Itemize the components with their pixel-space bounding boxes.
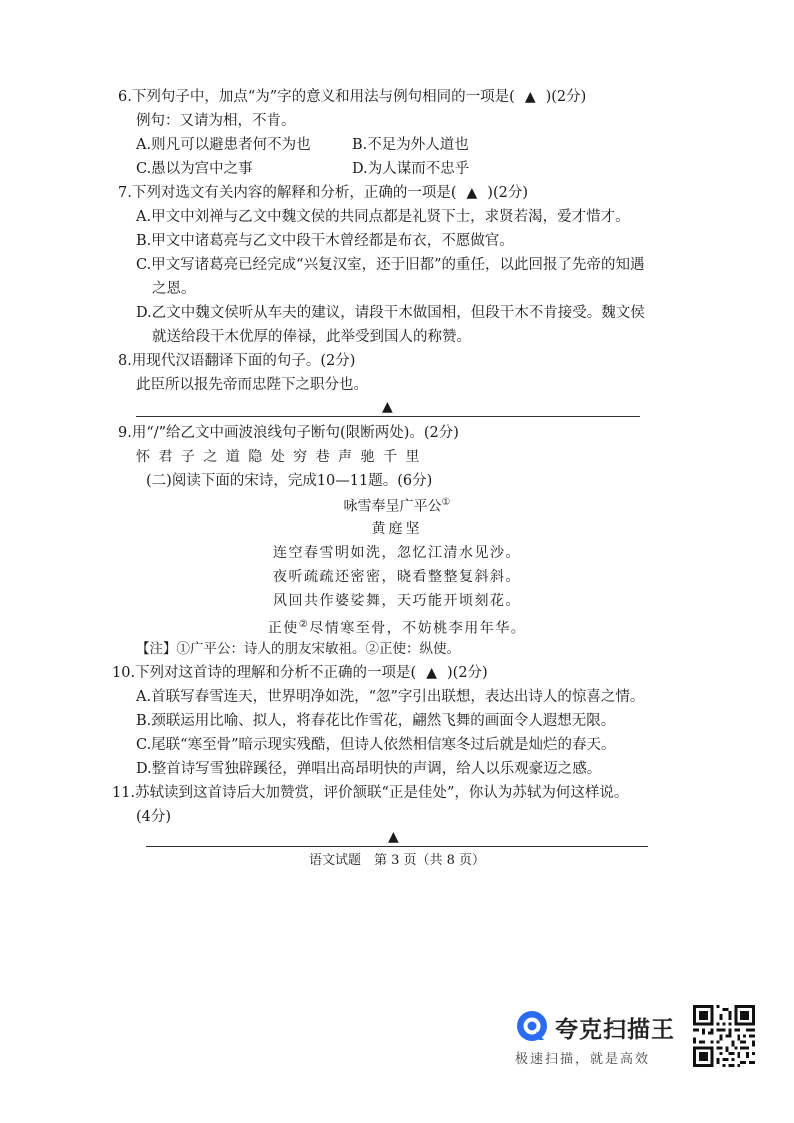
section2-heading: (二)阅读下面的宋诗，完成10—11题。(6分): [146, 473, 433, 489]
poem-title-note: ①: [441, 497, 451, 508]
page-footer: 语文试题 第 3 页（共 8 页）: [308, 853, 486, 868]
watermark-subtitle: 极速扫描，就是高效: [515, 1052, 651, 1067]
poem-line-3: 风回共作婆娑舞，天巧能开顷刻花。: [273, 593, 521, 609]
poem-title-text: 咏雪奉呈广平公: [343, 498, 442, 515]
q8-stem: 8.用现代汉语翻译下面的句子。(2分): [118, 353, 356, 369]
q7-option-b: B.甲文中诸葛亮与乙文中段干木曾经都是布衣，不愿做官。: [136, 233, 514, 249]
poem-annotation: 【注】①广平公：诗人的朋友宋敏祖。②正使：纵使。: [136, 641, 460, 657]
q11-answer-mark: ▲: [388, 829, 399, 845]
q9-sentence: 怀 君 子 之 道 隐 处 穷 巷 声 驰 千 里: [136, 449, 422, 465]
poem-line-2: 夜听疏疏还密密，晓看整整复斜斜。: [273, 569, 521, 585]
q10-option-b: B.颈联运用比喻、拟人，将春花比作雪花，翩然飞舞的画面令人遐想无限。: [136, 713, 616, 729]
q8-answer-line: [136, 416, 640, 417]
q6-example: 例句：又请为相，不肯。: [136, 113, 296, 129]
q6-option-b: B.不足为外人道也: [352, 137, 469, 153]
poem-author: 黄庭坚: [371, 521, 423, 537]
q7-option-d-line2: 就送给段干木优厚的俸禄，此举受到国人的称赞。: [152, 329, 471, 345]
q6-option-c: C.愚以为宫中之事: [136, 161, 253, 177]
q10-option-c: C.尾联“寒至骨”暗示现实残酷，但诗人依然相信寒冬过后就是灿烂的春天。: [136, 737, 616, 753]
poem-line-4-a: 正使: [267, 620, 299, 637]
poem-title: [0, 494, 794, 516]
q10-answer-blank: ▲: [426, 665, 437, 681]
q8-sentence: 此臣所以报先帝而忠陛下之职分也。: [136, 377, 368, 393]
q6-option-a: A.则凡可以避患者何不为也: [136, 137, 311, 153]
q6-option-d: D.为人谋而不忠乎: [352, 161, 470, 177]
poem-line-4-b: 尽情寒至骨，不妨桃李用年华。: [309, 620, 527, 637]
poem-line-1: 连空春雪明如洗，忽忆江清水见沙。: [273, 545, 521, 561]
q7-option-a: A.甲文中刘禅与乙文中魏文侯的共同点都是礼贤下士，求贤若渴，爱才惜才。: [136, 209, 630, 225]
q8-answer-mark: ▲: [382, 399, 393, 415]
qr-code-icon: [693, 1005, 755, 1067]
q7-option-d-line1: D.乙文中魏文侯听从车夫的建议，请段干木做国相，但段干木不肯接受。魏文侯: [136, 305, 645, 321]
q6-stem: [118, 88, 586, 106]
q11-stem: 11.苏轼读到这首诗后大加赞赏，评价颔联“正是佳处”，你认为苏轼为何这样说。: [112, 785, 629, 801]
poem-line-4: [0, 616, 794, 638]
q10-option-d: D.整首诗写雪独辟蹊径，弹唱出高昂明快的声调，给人以乐观豪迈之感。: [136, 761, 602, 777]
q9-stem: 9.用“/”给乙文中画波浪线句子断句(限断两处)。(2分): [118, 425, 459, 441]
q11-answer-line: [146, 846, 648, 847]
poem-line-4-note: ②: [298, 619, 310, 630]
q7-stem-text: 7.下列对选文有关内容的解释和分析，正确的一项是(: [118, 185, 457, 201]
q7-answer-blank: ▲: [466, 185, 478, 201]
q11-score: (4分): [136, 809, 172, 825]
q7-option-c-line2: 之恩。: [152, 281, 196, 297]
q7-option-c-line1: C.甲文写诸葛亮已经完成“兴复汉室，还于旧都”的重任，以此回报了先帝的知遇: [136, 257, 645, 273]
q10-score: )(2分): [447, 665, 488, 681]
q7-score: )(2分): [487, 185, 528, 201]
q6-stem-text: 6.下列句子中，加点“为”字的意义和用法与例句相同的一项是(: [118, 89, 515, 105]
q10-stem: [112, 664, 488, 682]
q10-option-a: A.首联写春雪连天，世界明净如洗，“忽”字引出联想，表达出诗人的惊喜之情。: [136, 689, 645, 705]
q6-score: )(2分): [545, 89, 587, 105]
q7-stem: [118, 184, 528, 202]
watermark-title: 夸克扫描王: [555, 1017, 675, 1043]
q6-answer-blank: ▲: [524, 89, 536, 105]
q10-stem-text: 10.下列对这首诗的理解和分析不正确的一项是(: [112, 665, 417, 681]
quark-logo-icon: [515, 1009, 549, 1043]
